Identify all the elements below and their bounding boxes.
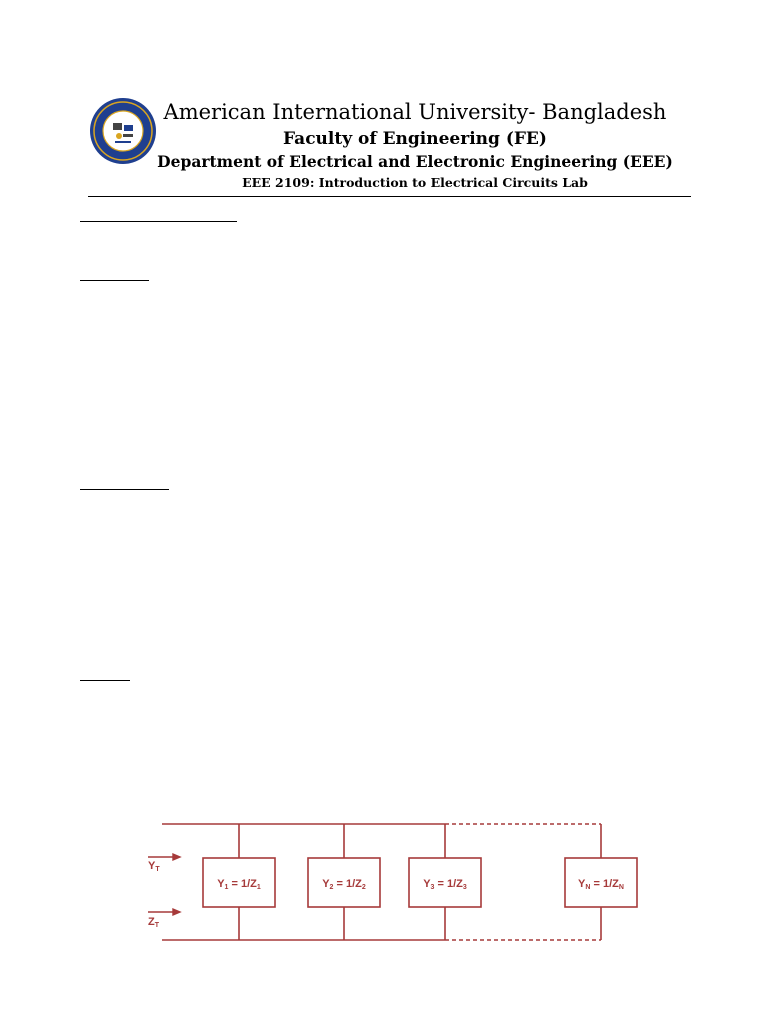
department-name: Department of Electrical and Electronic Engineering (EEE) (157, 152, 673, 171)
heading-underline-4 (80, 680, 130, 681)
faculty-name: Faculty of Engineering (FE) (283, 129, 547, 149)
branch-box-2 (308, 858, 380, 907)
branch-label-1: Y1 = 1/Z1 (217, 878, 261, 891)
heading-underline-3 (80, 489, 169, 490)
branch-label-3: Y3 = 1/Z3 (423, 878, 467, 891)
heading-underline-2 (80, 280, 149, 281)
course-title: EEE 2109: Introduction to Electrical Circuits Lab (242, 175, 588, 190)
parallel-admittance-diagram (140, 815, 650, 945)
branch-box-n (565, 858, 637, 907)
total-impedance-label: ZT (148, 916, 160, 929)
header-divider (88, 196, 691, 197)
branch-label-2: Y2 = 1/Z2 (322, 878, 366, 891)
branch-box-3 (409, 858, 481, 907)
university-seal-icon (89, 97, 157, 165)
heading-underline-1 (80, 221, 237, 222)
document-header (0, 96, 768, 196)
total-admittance-label: YT (148, 860, 160, 873)
university-name: American International University- Bangladesh (163, 100, 667, 124)
branch-box-1 (203, 858, 275, 907)
branch-label-n: YN = 1/ZN (578, 878, 624, 891)
